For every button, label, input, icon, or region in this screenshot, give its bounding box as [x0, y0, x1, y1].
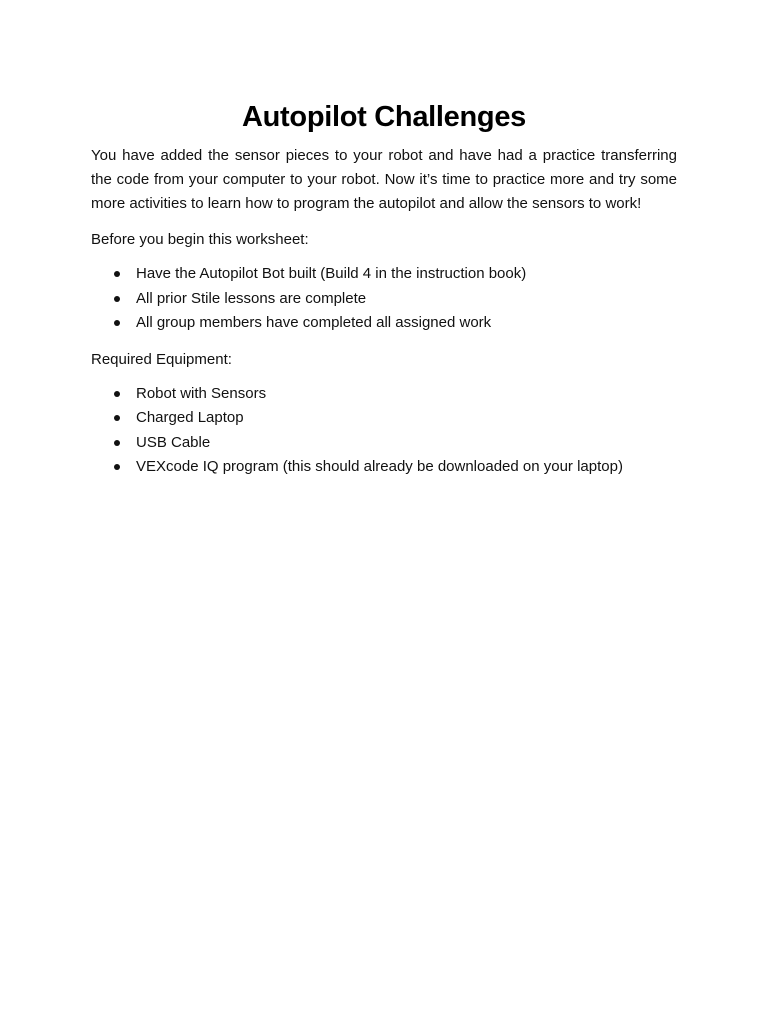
bullet-icon [114, 415, 120, 421]
equipment-label: Required Equipment: [91, 350, 232, 368]
list-item-text: Robot with Sensors [136, 384, 267, 402]
bullet-icon [114, 296, 120, 302]
list-item-text: All prior Stile lessons are complete [136, 289, 367, 307]
list-item [136, 382, 677, 407]
bullet-icon [114, 320, 120, 326]
page-title: Autopilot Challenges [241, 101, 526, 133]
list-item-text: USB Cable [136, 433, 211, 451]
list-item-text: Have the Autopilot Bot built (Build 4 in the instruction book) [136, 265, 527, 282]
list-item [136, 287, 677, 312]
list-item [136, 406, 677, 431]
list-item-text: All group members have completed all assigned work [136, 314, 492, 331]
list-item [136, 262, 677, 287]
list-item-text: VEXcode IQ program (this should already be downloaded on your laptop) [136, 458, 623, 475]
before-list [91, 262, 677, 336]
list-item [136, 431, 677, 456]
bullet-icon [114, 464, 120, 470]
list-item [136, 311, 677, 336]
bullet-icon [114, 440, 120, 446]
list-item-text: Charged Laptop [136, 409, 244, 426]
equipment-list [91, 382, 677, 480]
document-content [91, 98, 677, 480]
bullet-icon [114, 391, 120, 397]
bullet-icon [114, 271, 120, 277]
list-item [136, 455, 677, 480]
intro-paragraph: You have added the sensor pieces to your robot and have had a practice transferring the code from your computer to your robot. Now it’s time to practice more and try some more activities to learn how to program the autopilot and allow the sensors to work! [91, 147, 677, 212]
before-label: Before you begin this worksheet: [91, 231, 309, 248]
